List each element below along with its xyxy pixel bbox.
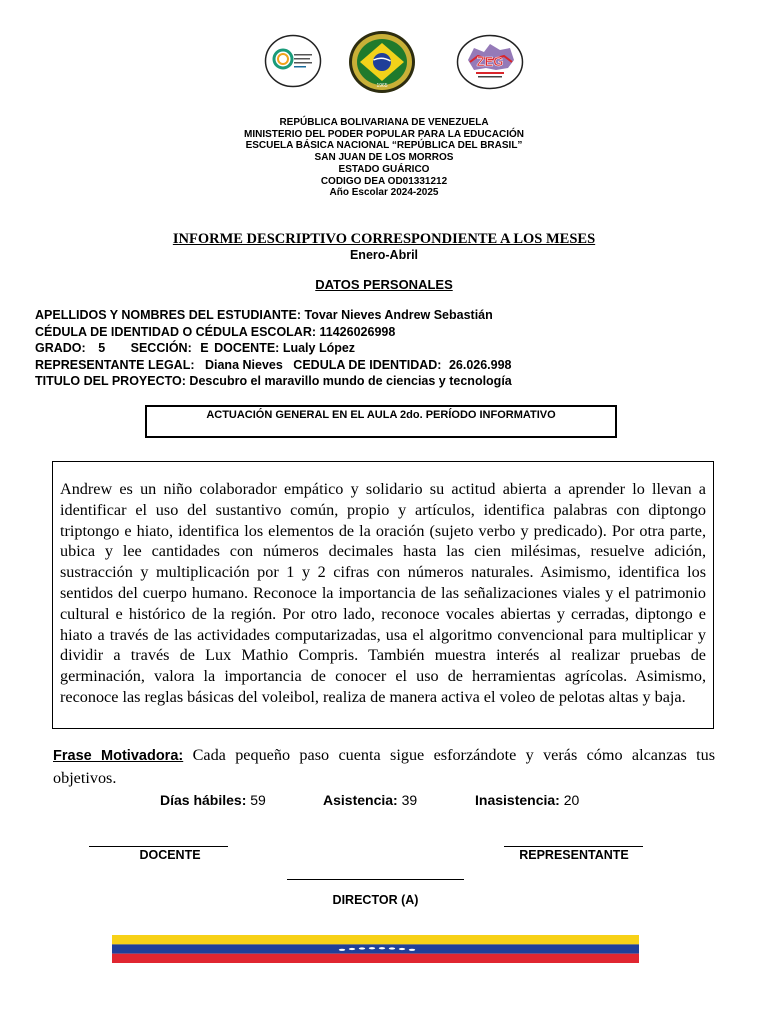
zeg-zona-educativa-logo-icon — [456, 34, 524, 90]
attendance-label: Asistencia: — [323, 792, 398, 808]
working-days-stat — [160, 792, 266, 808]
absence-stat — [475, 792, 579, 808]
personal-data — [35, 307, 735, 390]
flag-star — [409, 949, 415, 951]
project-value: Descubro el maravillo mundo de ciencias y tecnología — [189, 374, 512, 389]
section-value: E — [200, 341, 209, 356]
report-period: Enero-Abril — [349, 248, 419, 262]
logo-row — [0, 30, 768, 92]
zeg-text: ZEG — [476, 54, 504, 69]
teacher-value: Lualy López — [282, 341, 356, 356]
header-line-city: SAN JUAN DE LOS MORROS — [314, 152, 454, 164]
flag-star — [379, 947, 385, 949]
attendance-value: 39 — [401, 792, 418, 808]
representative-signature-label: REPRESENTANTE — [519, 848, 629, 862]
seal-year: 1965 — [376, 83, 388, 89]
student-id-row — [35, 324, 735, 341]
student-id-value: 11426026998 — [319, 324, 396, 339]
student-name-value: Tovar Nieves Andrew Sebastián — [304, 308, 493, 322]
flag-star — [399, 948, 405, 950]
representative-id-value: 26.026.998 — [448, 357, 512, 372]
flag-star — [369, 947, 375, 949]
student-name-label: APELLIDOS Y NOMBRES DEL ESTUDIANTE: — [35, 308, 302, 322]
school-brazil-seal-icon — [348, 30, 416, 94]
grade-label: GRADO: — [35, 341, 86, 356]
header-line-state: ESTADO GUÁRICO — [338, 163, 430, 175]
header-line-ministry: MINISTERIO DEL PODER POPULAR PARA LA EDUCACIÓN — [243, 128, 524, 140]
teacher-signature-line — [89, 846, 228, 847]
performance-title-box — [145, 405, 617, 438]
director-signature-label: DIRECTOR (A) — [332, 893, 419, 907]
header-line-school: ESCUELA BÁSICA NACIONAL “REPÚBLICA DEL BRASIL” — [245, 140, 523, 152]
motivational-text: Cada pequeño paso cuenta sigue esforzándote y verás cómo alcanzas tus objetivos. — [53, 746, 716, 787]
section-label: SECCIÓN: — [130, 341, 192, 356]
performance-description: Andrew es un niño colaborador empático y solidario su actitud abierta a aprender lo llevan a identificar el uso del sustantivo común, propio y artículos, identifica palabras con diptongo triptongo e hiato, identifica los elementos de la oración (sujeto verbo y predicado). Por otra parte, ubica y lee cantidades con números decimales hasta las cien milésimas, resuelve adición, sustracción y multiplicación por 1 y 2 cifras con números naturales. Asimismo, identifica los sentidos del cuerpo humano. Reconoce la importancia de las señalizaciones viales y el patrimonio cultural e histórico de la región. Por otro lado, reconoce vocales abiertas y cerradas, diptongo e hiato a través de las actividades computarizadas, usa el algoritmo convencional para multiplicar y dividir a través de Lux Mathio Compris. También muestra interés al realizar pruebas de germinación, valora la importancia de conocer el uso de herramientas agrícolas. Asimismo, reconoce las reglas básicas del voleibol, realiza de manera activa el voleo de pelotas altas y baja. — [60, 480, 706, 706]
project-row — [35, 373, 735, 390]
working-days-label: Días hábiles: — [160, 792, 247, 808]
section-title-personal-data: DATOS PERSONALES — [315, 277, 453, 292]
report-title: INFORME DESCRIPTIVO CORRESPONDIENTE A LOS MESES — [172, 231, 596, 247]
header-line-school-year: Año Escolar 2024-2025 — [329, 187, 439, 199]
ministry-education-logo-icon — [264, 34, 322, 88]
motivational-label: Frase Motivadora: — [53, 748, 184, 764]
grade-row — [35, 340, 735, 357]
venezuela-flag-icon — [112, 935, 639, 963]
project-label: TITULO DEL PROYECTO: — [35, 374, 186, 389]
representative-signature-line — [504, 846, 643, 847]
student-name-row — [35, 307, 735, 324]
working-days-value: 59 — [250, 792, 266, 808]
motivational-phrase — [53, 744, 715, 789]
teacher-signature-label: DOCENTE — [139, 848, 201, 862]
representative-value: Diana Nieves — [204, 357, 283, 372]
director-signature-line — [287, 879, 464, 880]
attendance-stat — [323, 792, 417, 808]
header-line-republic: REPÚBLICA BOLIVARIANA DE VENEZUELA — [279, 117, 489, 128]
performance-description-box — [52, 461, 714, 729]
flag-star — [389, 947, 395, 949]
flag-star — [349, 948, 355, 950]
representative-label: REPRESENTANTE LEGAL: — [35, 357, 195, 372]
absence-value: 20 — [563, 792, 580, 808]
absence-label: Inasistencia: — [475, 792, 560, 808]
header-line-dea-code: CODIGO DEA OD01331212 — [320, 175, 448, 187]
grade-value: 5 — [98, 341, 106, 356]
representative-id-label: CEDULA DE IDENTIDAD: — [293, 357, 442, 372]
flag-star — [359, 947, 365, 949]
student-id-label: CÉDULA DE IDENTIDAD O CÉDULA ESCOLAR: — [35, 324, 317, 339]
representative-row — [35, 357, 735, 374]
flag-star — [339, 949, 345, 951]
teacher-label: DOCENTE: — [214, 341, 280, 356]
performance-title: ACTUACIÓN GENERAL EN EL AULA 2do. PERÍODO INFORMATIVO — [206, 409, 556, 421]
institution-header — [0, 117, 768, 199]
